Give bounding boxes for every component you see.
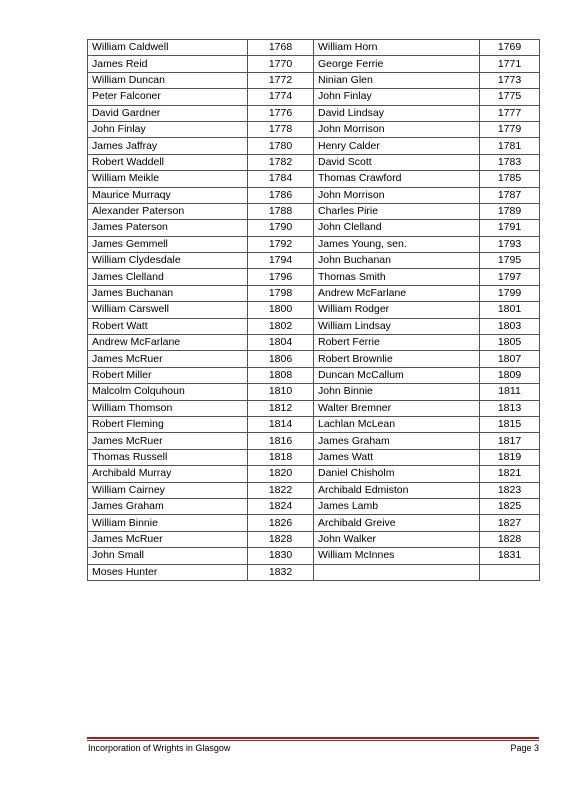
name-cell: John Small: [88, 548, 248, 564]
table-row: [88, 302, 540, 318]
name-cell: James Clelland: [88, 269, 248, 285]
name-cell: John Finlay: [88, 121, 248, 137]
name-cell: William Meikle: [88, 171, 248, 187]
table-row: [88, 548, 540, 564]
year-cell: 1779: [480, 121, 540, 137]
name-cell: Daniel Chisholm: [314, 466, 480, 482]
table-row: [88, 138, 540, 154]
year-cell: 1791: [480, 220, 540, 236]
table-row: [88, 531, 540, 547]
year-cell: 1802: [248, 318, 314, 334]
year-cell: 1807: [480, 351, 540, 367]
table-row: [88, 416, 540, 432]
name-cell: Thomas Russell: [88, 449, 248, 465]
footer-title: Incorporation of Wrights in Glasgow: [88, 743, 231, 753]
year-cell: 1784: [248, 171, 314, 187]
roll-table-body: [88, 40, 540, 581]
table-row: [88, 236, 540, 252]
name-cell: Andrew McFarlane: [314, 285, 480, 301]
year-cell: 1818: [248, 449, 314, 465]
table-row: [88, 433, 540, 449]
name-cell: James Lamb: [314, 498, 480, 514]
name-cell: John Walker: [314, 531, 480, 547]
table-row: [88, 220, 540, 236]
year-cell: 1813: [480, 400, 540, 416]
table-row: [88, 384, 540, 400]
name-cell: Andrew McFarlane: [88, 335, 248, 351]
name-cell: William McInnes: [314, 548, 480, 564]
name-cell: Robert Miller: [88, 367, 248, 383]
year-cell: 1810: [248, 384, 314, 400]
name-cell: John Morrison: [314, 121, 480, 137]
year-cell: 1795: [480, 253, 540, 269]
name-cell: Charles Pirie: [314, 203, 480, 219]
table-row: [88, 515, 540, 531]
year-cell: 1809: [480, 367, 540, 383]
year-cell: 1830: [248, 548, 314, 564]
year-cell: 1812: [248, 400, 314, 416]
year-cell: 1828: [248, 531, 314, 547]
year-cell: 1822: [248, 482, 314, 498]
name-cell: William Duncan: [88, 72, 248, 88]
year-cell: 1827: [480, 515, 540, 531]
name-cell: William Caldwell: [88, 40, 248, 56]
name-cell: James McRuer: [88, 531, 248, 547]
year-cell: 1823: [480, 482, 540, 498]
name-cell: [314, 564, 480, 580]
year-cell: 1811: [480, 384, 540, 400]
name-cell: Alexander Paterson: [88, 203, 248, 219]
table-row: [88, 318, 540, 334]
name-cell: James Buchanan: [88, 285, 248, 301]
name-cell: James Gemmell: [88, 236, 248, 252]
year-cell: 1783: [480, 154, 540, 170]
name-cell: William Lindsay: [314, 318, 480, 334]
year-cell: 1804: [248, 335, 314, 351]
year-cell: 1793: [480, 236, 540, 252]
name-cell: John Binnie: [314, 384, 480, 400]
name-cell: Ninian Glen: [314, 72, 480, 88]
name-cell: Walter Bremner: [314, 400, 480, 416]
name-cell: James McRuer: [88, 433, 248, 449]
year-cell: 1777: [480, 105, 540, 121]
year-cell: 1817: [480, 433, 540, 449]
year-cell: 1787: [480, 187, 540, 203]
year-cell: 1825: [480, 498, 540, 514]
name-cell: Henry Calder: [314, 138, 480, 154]
year-cell: 1826: [248, 515, 314, 531]
table-row: [88, 56, 540, 72]
year-cell: 1785: [480, 171, 540, 187]
name-cell: William Thomson: [88, 400, 248, 416]
footer-rule: [87, 737, 539, 739]
table-row: [88, 564, 540, 580]
name-cell: Malcolm Colquhoun: [88, 384, 248, 400]
year-cell: 1792: [248, 236, 314, 252]
year-cell: 1814: [248, 416, 314, 432]
deacons-roll-table: [87, 39, 540, 581]
name-cell: James Reid: [88, 56, 248, 72]
name-cell: Archibald Greive: [314, 515, 480, 531]
table-row: [88, 285, 540, 301]
name-cell: William Cairney: [88, 482, 248, 498]
table-row: [88, 187, 540, 203]
name-cell: John Finlay: [314, 89, 480, 105]
name-cell: Robert Waddell: [88, 154, 248, 170]
table-row: [88, 203, 540, 219]
year-cell: 1774: [248, 89, 314, 105]
name-cell: James Jaffray: [88, 138, 248, 154]
name-cell: Peter Falconer: [88, 89, 248, 105]
year-cell: 1816: [248, 433, 314, 449]
year-cell: 1770: [248, 56, 314, 72]
year-cell: 1788: [248, 203, 314, 219]
name-cell: Lachlan McLean: [314, 416, 480, 432]
name-cell: William Binnie: [88, 515, 248, 531]
table-row: [88, 466, 540, 482]
table-row: [88, 121, 540, 137]
name-cell: William Carswell: [88, 302, 248, 318]
name-cell: Archibald Murray: [88, 466, 248, 482]
year-cell: 1773: [480, 72, 540, 88]
name-cell: Robert Brownlie: [314, 351, 480, 367]
year-cell: 1798: [248, 285, 314, 301]
year-cell: 1782: [248, 154, 314, 170]
name-cell: Thomas Smith: [314, 269, 480, 285]
name-cell: Archibald Edmiston: [314, 482, 480, 498]
year-cell: 1778: [248, 121, 314, 137]
year-cell: 1831: [480, 548, 540, 564]
table-row: [88, 105, 540, 121]
name-cell: William Rodger: [314, 302, 480, 318]
year-cell: 1805: [480, 335, 540, 351]
year-cell: 1806: [248, 351, 314, 367]
table-row: [88, 351, 540, 367]
name-cell: Thomas Crawford: [314, 171, 480, 187]
year-cell: 1790: [248, 220, 314, 236]
name-cell: Maurice Murraqy: [88, 187, 248, 203]
name-cell: Moses Hunter: [88, 564, 248, 580]
year-cell: 1772: [248, 72, 314, 88]
name-cell: James McRuer: [88, 351, 248, 367]
table-row: [88, 89, 540, 105]
footer-rule-thin: [87, 740, 539, 741]
year-cell: 1769: [480, 40, 540, 56]
year-cell: 1820: [248, 466, 314, 482]
table-row: [88, 253, 540, 269]
year-cell: [480, 564, 540, 580]
name-cell: Robert Watt: [88, 318, 248, 334]
name-cell: James Graham: [88, 498, 248, 514]
table-row: [88, 40, 540, 56]
year-cell: 1824: [248, 498, 314, 514]
name-cell: William Clydesdale: [88, 253, 248, 269]
name-cell: James Young, sen.: [314, 236, 480, 252]
name-cell: Robert Ferrie: [314, 335, 480, 351]
year-cell: 1786: [248, 187, 314, 203]
table-row: [88, 171, 540, 187]
year-cell: 1776: [248, 105, 314, 121]
name-cell: James Graham: [314, 433, 480, 449]
table-row: [88, 335, 540, 351]
name-cell: David Gardner: [88, 105, 248, 121]
year-cell: 1775: [480, 89, 540, 105]
table-row: [88, 498, 540, 514]
year-cell: 1781: [480, 138, 540, 154]
table-row: [88, 367, 540, 383]
name-cell: John Buchanan: [314, 253, 480, 269]
name-cell: David Scott: [314, 154, 480, 170]
page-number: Page 3: [510, 743, 539, 753]
name-cell: David Lindsay: [314, 105, 480, 121]
year-cell: 1828: [480, 531, 540, 547]
name-cell: Duncan McCallum: [314, 367, 480, 383]
table-row: [88, 482, 540, 498]
table-row: [88, 449, 540, 465]
table-row: [88, 72, 540, 88]
year-cell: 1832: [248, 564, 314, 580]
name-cell: James Watt: [314, 449, 480, 465]
name-cell: John Morrison: [314, 187, 480, 203]
name-cell: John Clelland: [314, 220, 480, 236]
year-cell: 1780: [248, 138, 314, 154]
name-cell: Robert Fleming: [88, 416, 248, 432]
year-cell: 1789: [480, 203, 540, 219]
table-row: [88, 269, 540, 285]
year-cell: 1800: [248, 302, 314, 318]
year-cell: 1815: [480, 416, 540, 432]
year-cell: 1768: [248, 40, 314, 56]
year-cell: 1797: [480, 269, 540, 285]
table-row: [88, 154, 540, 170]
table-row: [88, 400, 540, 416]
name-cell: George Ferrie: [314, 56, 480, 72]
year-cell: 1796: [248, 269, 314, 285]
year-cell: 1808: [248, 367, 314, 383]
name-cell: James Paterson: [88, 220, 248, 236]
year-cell: 1799: [480, 285, 540, 301]
year-cell: 1803: [480, 318, 540, 334]
year-cell: 1819: [480, 449, 540, 465]
year-cell: 1794: [248, 253, 314, 269]
name-cell: William Horn: [314, 40, 480, 56]
year-cell: 1801: [480, 302, 540, 318]
year-cell: 1771: [480, 56, 540, 72]
year-cell: 1821: [480, 466, 540, 482]
